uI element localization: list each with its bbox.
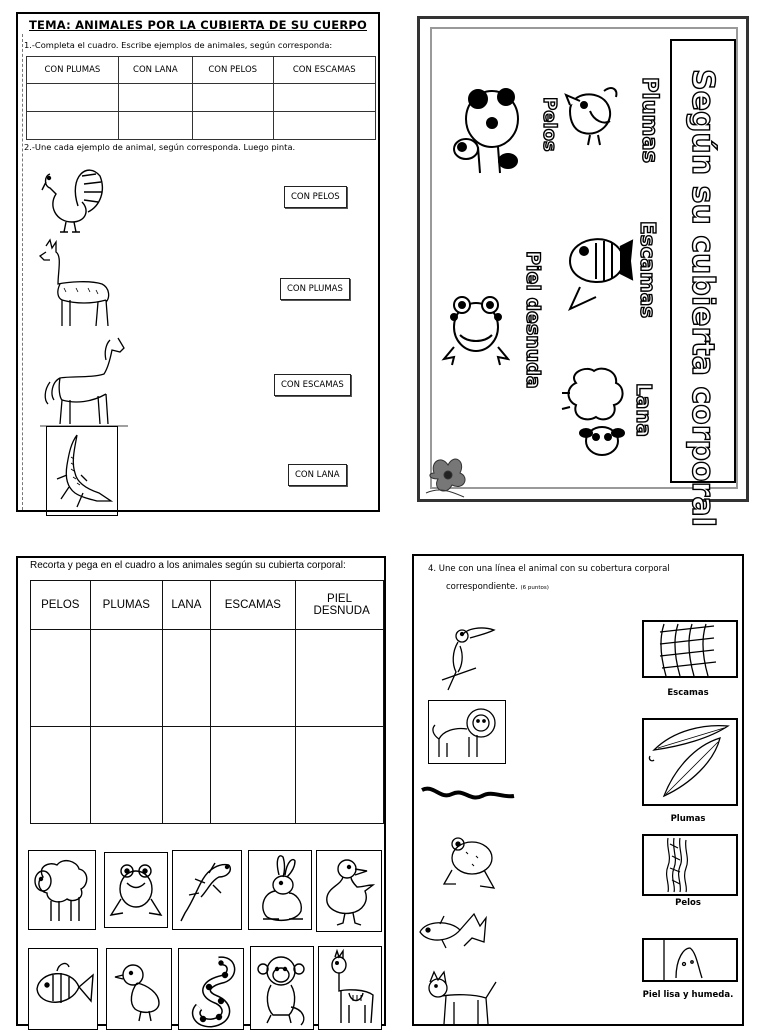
instruction-1: 1.-Completa el cuadro. Escribe ejemplos de animales, según corresponda:: [24, 40, 333, 50]
answer-cell[interactable]: [273, 84, 375, 112]
instruction-2: 2.-Une cada ejemplo de animal, según corresponda. Luego pinta.: [24, 142, 296, 152]
fish-icon: [560, 221, 634, 313]
duck-icon: [317, 851, 381, 931]
sheep-icon: [560, 363, 636, 463]
card-monkey[interactable]: [250, 946, 314, 1030]
turkey-icon: [38, 156, 110, 236]
answer-cell[interactable]: [118, 84, 192, 112]
card-sheep[interactable]: [28, 850, 96, 930]
table-row: [27, 84, 376, 112]
scales-icon: [644, 622, 736, 676]
feathers-icon: [644, 720, 736, 804]
bird-icon: [560, 81, 622, 151]
dog-icon: [448, 77, 524, 177]
table-row: [31, 727, 384, 824]
header-piel-desnuda: [296, 581, 384, 630]
horse-icon: [40, 334, 130, 430]
toucan-icon: [436, 620, 500, 698]
monkey-icon: [251, 947, 313, 1029]
frog-icon: [105, 853, 167, 927]
table-row: [31, 630, 384, 727]
header-con-pelos: CON PELOS: [192, 57, 273, 84]
lizard-icon: [173, 851, 241, 929]
card-fish[interactable]: [28, 948, 98, 1030]
header-con-escamas: CON ESCAMAS: [273, 57, 375, 84]
paste-cell[interactable]: [296, 630, 384, 727]
lion-picture-frame: [428, 700, 506, 764]
card-rabbit[interactable]: [248, 850, 312, 930]
snake-icon: [418, 780, 518, 810]
cat-icon: [420, 968, 504, 1026]
paste-cell[interactable]: [296, 727, 384, 824]
header-con-lana: CON LANA: [118, 57, 192, 84]
instruction-4-line2: [446, 582, 549, 592]
table-row: [27, 112, 376, 140]
paste-cell[interactable]: [210, 630, 295, 727]
category-piel-desnuda: Piel desnuda: [522, 251, 544, 389]
instruction-4-line1: 4. Une con una línea el animal con su cobertura corporal: [428, 564, 670, 574]
answer-cell[interactable]: [273, 112, 375, 140]
card-duck[interactable]: [316, 850, 382, 932]
instruction-4-text: correspondiente.: [446, 582, 518, 592]
paste-cell[interactable]: [90, 727, 162, 824]
card-snake[interactable]: [178, 948, 244, 1030]
header-escamas: ESCAMAS: [210, 581, 295, 630]
poster-body-covering: [417, 16, 749, 527]
caption-plumas: Plumas: [670, 814, 706, 824]
caption-escamas: Escamas: [667, 688, 709, 698]
header-plumas: PLUMAS: [90, 581, 162, 630]
category-plumas: Plumas: [638, 77, 662, 164]
card-chick[interactable]: [106, 948, 172, 1030]
chick-icon: [107, 949, 171, 1029]
answer-cell[interactable]: [192, 112, 273, 140]
answer-cell[interactable]: [192, 84, 273, 112]
crocodile-picture-frame: [46, 426, 118, 516]
label-con-escamas[interactable]: CON ESCAMAS: [274, 374, 351, 396]
answer-cell[interactable]: [118, 112, 192, 140]
poster-title: Según su cubierta corporal: [685, 69, 720, 527]
instruction-cut-paste: Recorta y pega en el cuadro a los animales según su cubierta corporal:: [30, 560, 346, 571]
fur-texture[interactable]: [642, 834, 738, 896]
sheep-icon: [29, 851, 95, 929]
smooth-skin-texture[interactable]: [642, 938, 738, 982]
paste-cell[interactable]: [31, 727, 91, 824]
answer-cell[interactable]: [27, 84, 119, 112]
worksheet-cut-and-paste: [16, 556, 386, 1026]
worksheet-match-covering: [412, 554, 744, 1026]
frog-icon: [436, 826, 502, 896]
label-con-plumas[interactable]: CON PLUMAS: [280, 278, 350, 300]
flower-decoration-icon: [424, 443, 474, 499]
header-lana: LANA: [163, 581, 211, 630]
answer-cell[interactable]: [27, 112, 119, 140]
label-con-pelos[interactable]: CON PELOS: [284, 186, 347, 208]
card-llama[interactable]: [318, 946, 382, 1030]
scales-texture[interactable]: [642, 620, 738, 678]
paste-cell[interactable]: [31, 630, 91, 727]
margin-dashed-line: [22, 34, 23, 510]
card-lizard[interactable]: [172, 850, 242, 930]
label-con-lana[interactable]: CON LANA: [288, 464, 347, 486]
examples-table: [26, 56, 376, 140]
fur-icon: [644, 836, 736, 894]
category-lana: Lana: [632, 383, 656, 437]
fish-icon: [29, 949, 97, 1029]
card-frog[interactable]: [104, 852, 168, 928]
worksheet-title: TEMA: ANIMALES POR LA CUBIERTA DE SU CUERPO: [29, 18, 367, 32]
paste-cell[interactable]: [210, 727, 295, 824]
frog-icon: [440, 287, 510, 369]
fish-icon: [414, 902, 494, 962]
smooth-skin-icon: [644, 940, 736, 980]
paste-cell[interactable]: [163, 727, 211, 824]
feathers-texture[interactable]: [642, 718, 738, 806]
crocodile-icon: [47, 427, 117, 515]
caption-piel-lisa: Piel lisa y humeda.: [642, 990, 734, 1000]
header-piel-desnuda-label: PIEL DESNUDA: [313, 593, 370, 617]
worksheet-animal-coverings: [16, 12, 380, 512]
lion-icon: [429, 701, 505, 763]
classification-table: [30, 580, 384, 824]
llama-icon: [319, 947, 381, 1029]
paste-cell[interactable]: [163, 630, 211, 727]
category-escamas: Escamas: [636, 221, 660, 319]
caption-pelos: Pelos: [675, 898, 701, 908]
header-con-plumas: CON PLUMAS: [27, 57, 119, 84]
category-pelos: Pelos: [539, 97, 560, 152]
paste-cell[interactable]: [90, 630, 162, 727]
points-note: (6 puntos): [520, 585, 549, 591]
header-pelos: PELOS: [31, 581, 91, 630]
llama-icon: [36, 238, 120, 330]
rabbit-icon: [249, 851, 311, 929]
snake-icon: [179, 949, 243, 1029]
